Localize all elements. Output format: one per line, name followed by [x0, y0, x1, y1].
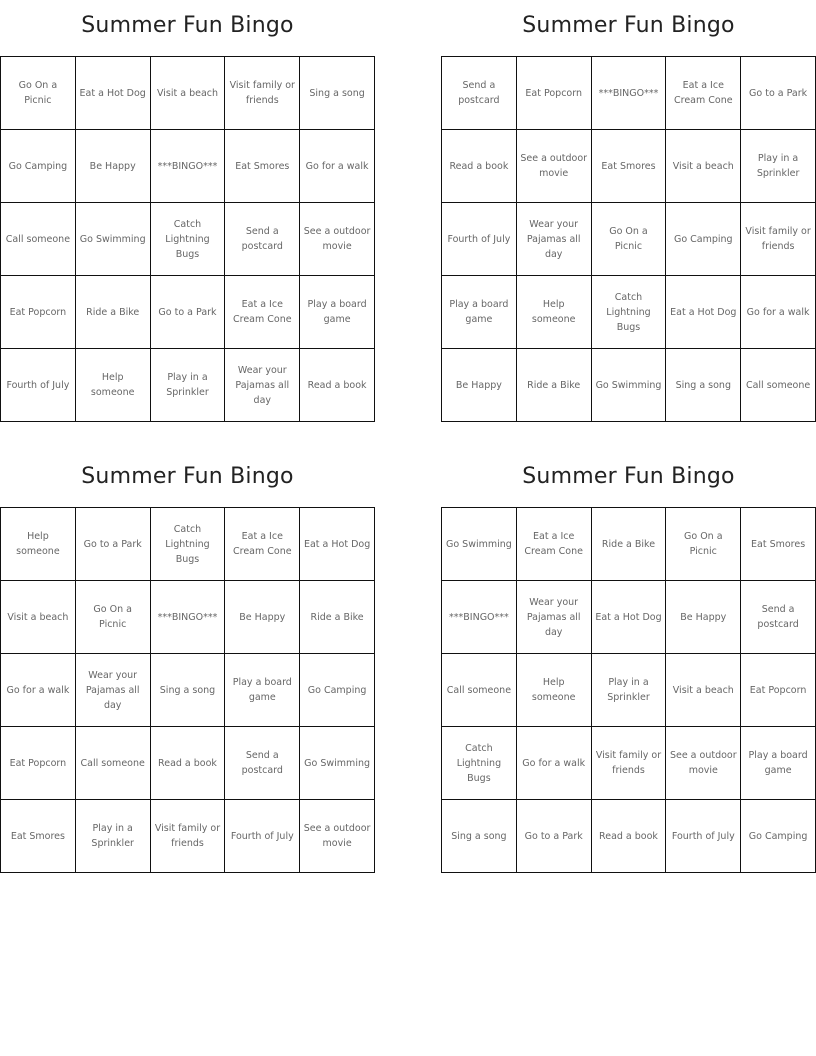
- bingo-cell: Sing a song: [300, 57, 375, 130]
- bingo-grid: [441, 56, 816, 422]
- bingo-cell: Go for a walk: [1, 654, 76, 727]
- bingo-cell: Be Happy: [75, 130, 150, 203]
- bingo-cell: Visit a beach: [666, 654, 741, 727]
- bingo-cell: Go On a Picnic: [75, 581, 150, 654]
- grid-row: [1, 57, 375, 130]
- bingo-cell: Eat Popcorn: [1, 727, 76, 800]
- bingo-cell: See a outdoor movie: [300, 800, 375, 873]
- bingo-cell: Catch Lightning Bugs: [150, 508, 225, 581]
- bingo-cell: Go Camping: [666, 203, 741, 276]
- bingo-cell: Fourth of July: [442, 203, 517, 276]
- bingo-grid: [0, 56, 375, 422]
- bingo-cell: Ride a Bike: [516, 349, 591, 422]
- bingo-cell: Go Camping: [300, 654, 375, 727]
- grid-row: [442, 581, 816, 654]
- bingo-cell: Read a book: [442, 130, 517, 203]
- bingo-card-2: [441, 1, 816, 422]
- bingo-cell: Help someone: [75, 349, 150, 422]
- bingo-grid: [441, 507, 816, 873]
- bingo-card-3: [0, 452, 375, 873]
- bingo-cell: Go to a Park: [516, 800, 591, 873]
- bingo-free-cell: ***BINGO***: [442, 581, 517, 654]
- bingo-cell: Eat Smores: [1, 800, 76, 873]
- bingo-cell: Eat Smores: [591, 130, 666, 203]
- bingo-cell: Play in a Sprinkler: [150, 349, 225, 422]
- bingo-cell: Sing a song: [666, 349, 741, 422]
- grid-row: [442, 276, 816, 349]
- grid-row: [442, 508, 816, 581]
- bingo-cell: Be Happy: [442, 349, 517, 422]
- bingo-cell: Eat Smores: [741, 508, 816, 581]
- grid-row: [1, 581, 375, 654]
- bingo-cell: Go On a Picnic: [1, 57, 76, 130]
- grid-row: [442, 130, 816, 203]
- bingo-free-cell: ***BINGO***: [150, 581, 225, 654]
- bingo-free-cell: ***BINGO***: [150, 130, 225, 203]
- bingo-card-4: [441, 452, 816, 873]
- bingo-cell: Go to a Park: [150, 276, 225, 349]
- bingo-cell: Visit family or friends: [225, 57, 300, 130]
- bingo-cell: Read a book: [591, 800, 666, 873]
- bingo-cell: Visit family or friends: [591, 727, 666, 800]
- bingo-cell: Wear your Pajamas all day: [516, 203, 591, 276]
- bingo-cell: Sing a song: [442, 800, 517, 873]
- bingo-cell: Ride a Bike: [591, 508, 666, 581]
- grid-row: [1, 203, 375, 276]
- bingo-cell: See a outdoor movie: [516, 130, 591, 203]
- bingo-cell: Eat a Ice Cream Cone: [225, 508, 300, 581]
- bingo-cell: Eat a Ice Cream Cone: [666, 57, 741, 130]
- bingo-cell: See a outdoor movie: [300, 203, 375, 276]
- bingo-cell: Read a book: [150, 727, 225, 800]
- grid-row: [442, 654, 816, 727]
- bingo-cell: Go to a Park: [741, 57, 816, 130]
- bingo-cell: Visit family or friends: [150, 800, 225, 873]
- bingo-cell: Fourth of July: [1, 349, 76, 422]
- bingo-cell: Be Happy: [666, 581, 741, 654]
- bingo-cell: Catch Lightning Bugs: [150, 203, 225, 276]
- bingo-cell: Catch Lightning Bugs: [591, 276, 666, 349]
- bingo-cell: Eat Popcorn: [516, 57, 591, 130]
- grid-row: [442, 57, 816, 130]
- bingo-cell: Eat a Ice Cream Cone: [225, 276, 300, 349]
- grid-row: [442, 349, 816, 422]
- bingo-cell: Send a postcard: [741, 581, 816, 654]
- card-title: Summer Fun Bingo: [522, 13, 735, 38]
- bingo-cell: Catch Lightning Bugs: [442, 727, 517, 800]
- bingo-cell: Wear your Pajamas all day: [516, 581, 591, 654]
- bingo-cell: Call someone: [442, 654, 517, 727]
- bingo-cell: Go for a walk: [741, 276, 816, 349]
- bingo-card-1: [0, 1, 375, 422]
- bingo-cell: Ride a Bike: [75, 276, 150, 349]
- bingo-cell: Ride a Bike: [300, 581, 375, 654]
- bingo-cell: Go On a Picnic: [591, 203, 666, 276]
- bingo-cell: Call someone: [75, 727, 150, 800]
- bingo-cell: Play in a Sprinkler: [741, 130, 816, 203]
- grid-row: [1, 276, 375, 349]
- bingo-cell: Visit family or friends: [741, 203, 816, 276]
- bingo-cell: Play a board game: [225, 654, 300, 727]
- bingo-cell: Be Happy: [225, 581, 300, 654]
- bingo-cell: Go Camping: [1, 130, 76, 203]
- bingo-cell: Help someone: [516, 276, 591, 349]
- bingo-cell: Eat a Ice Cream Cone: [516, 508, 591, 581]
- card-title: Summer Fun Bingo: [81, 464, 294, 489]
- bingo-cell: Fourth of July: [666, 800, 741, 873]
- bingo-cell: Eat Smores: [225, 130, 300, 203]
- bingo-cell: Play in a Sprinkler: [75, 800, 150, 873]
- bingo-cell: Go Swimming: [300, 727, 375, 800]
- grid-row: [442, 203, 816, 276]
- grid-row: [1, 727, 375, 800]
- bingo-cell: Sing a song: [150, 654, 225, 727]
- bingo-cell: Help someone: [1, 508, 76, 581]
- bingo-cell: Eat Popcorn: [741, 654, 816, 727]
- bingo-cell: Wear your Pajamas all day: [225, 349, 300, 422]
- grid-row: [1, 654, 375, 727]
- grid-row: [1, 508, 375, 581]
- bingo-cell: Go Camping: [741, 800, 816, 873]
- bingo-cell: See a outdoor movie: [666, 727, 741, 800]
- bingo-cell: Eat a Hot Dog: [666, 276, 741, 349]
- bingo-cell: Visit a beach: [150, 57, 225, 130]
- bingo-cell: Eat a Hot Dog: [300, 508, 375, 581]
- bingo-cell: Eat a Hot Dog: [591, 581, 666, 654]
- bingo-cell: Call someone: [741, 349, 816, 422]
- bingo-cell: Go Swimming: [591, 349, 666, 422]
- bingo-cell: Play a board game: [741, 727, 816, 800]
- bingo-cell: Eat Popcorn: [1, 276, 76, 349]
- bingo-cell: Fourth of July: [225, 800, 300, 873]
- grid-row: [1, 800, 375, 873]
- bingo-free-cell: ***BINGO***: [591, 57, 666, 130]
- bingo-cell: Visit a beach: [1, 581, 76, 654]
- bingo-cell: Play a board game: [442, 276, 517, 349]
- card-title: Summer Fun Bingo: [522, 464, 735, 489]
- bingo-cell: Play in a Sprinkler: [591, 654, 666, 727]
- card-title: Summer Fun Bingo: [81, 13, 294, 38]
- bingo-cell: Go for a walk: [516, 727, 591, 800]
- bingo-cell: Send a postcard: [225, 727, 300, 800]
- bingo-cell: Send a postcard: [225, 203, 300, 276]
- bingo-cell: Visit a beach: [666, 130, 741, 203]
- bingo-cell: Go Swimming: [75, 203, 150, 276]
- bingo-cell: Go to a Park: [75, 508, 150, 581]
- bingo-cell: Play a board game: [300, 276, 375, 349]
- bingo-grid: [0, 507, 375, 873]
- grid-row: [1, 349, 375, 422]
- bingo-cell: Eat a Hot Dog: [75, 57, 150, 130]
- bingo-cell: Read a book: [300, 349, 375, 422]
- bingo-cell: Go Swimming: [442, 508, 517, 581]
- grid-row: [442, 800, 816, 873]
- bingo-cell: Go for a walk: [300, 130, 375, 203]
- bingo-cell: Help someone: [516, 654, 591, 727]
- bingo-cell: Call someone: [1, 203, 76, 276]
- grid-row: [442, 727, 816, 800]
- bingo-cell: Wear your Pajamas all day: [75, 654, 150, 727]
- grid-row: [1, 130, 375, 203]
- bingo-cell: Go On a Picnic: [666, 508, 741, 581]
- bingo-cell: Send a postcard: [442, 57, 517, 130]
